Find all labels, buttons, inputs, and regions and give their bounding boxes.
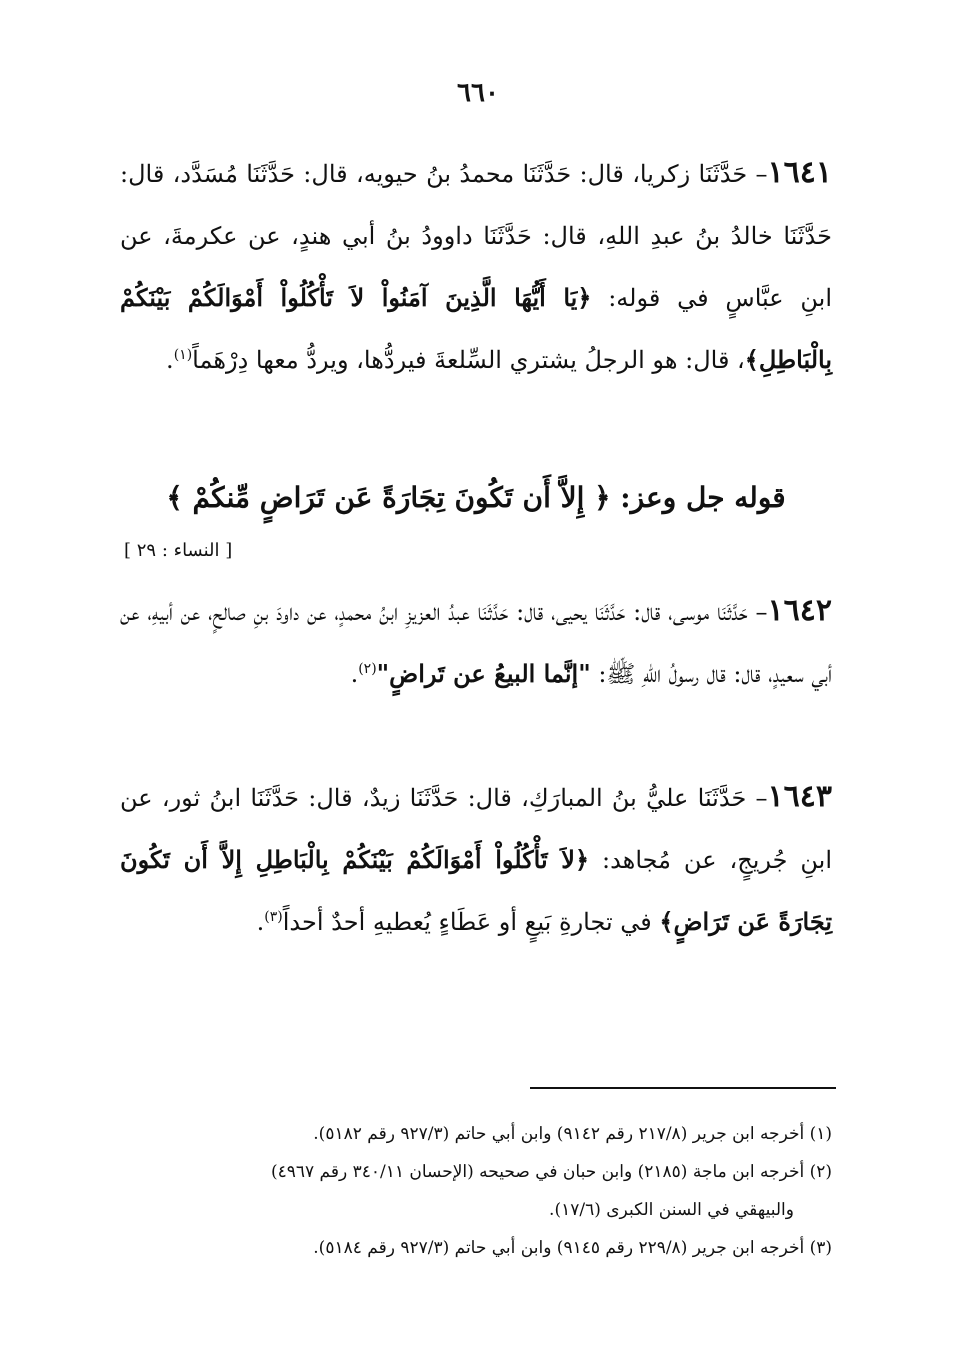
hadith-text: – حَدَّثَنَا عليُّ بنُ المبارَكِ، قال: حَدَّثَنَا زيدٌ، قال: حَدَّثَنَا ابنُ ثور، عن ابنِ جُريجٍ، عن مُجاهد: (120, 784, 832, 874)
section-heading (120, 470, 832, 526)
footnote-3: (٣) أخرجه ابن جرير (٢٢٩/٨ رقم ٩١٤٥) وابن أبي حاتم (٩٢٧/٣ رقم ٥١٨٤). (313, 1238, 832, 1258)
hadith-text: – حَدَّثَنَا زكريا، قال: حَدَّثَنَا محمدُ بنُ حيويه، قال: حَدَّثَنَا مُسَدَّد، قال: حَدَّثَنَا خالدُ بنُ عبدِ اللهِ، قال: حَدَّثَنَا داوودُ بنُ أبي هندٍ، عن عكرمةَ، عن ابنِ عبَّاسٍ في قوله: (120, 160, 832, 312)
footnote-1: (١) أخرجه ابن جرير (٢١٧/٨ رقم ٩١٤٢) وابن أبي حاتم (٩٢٧/٣ رقم ٥١٨٢). (313, 1124, 832, 1144)
prophetic-quote: "إنَّما البيعُ عن تَراضٍ" (376, 659, 591, 688)
heading-label: قوله جل وعز: (610, 481, 786, 514)
hadith-1641 (120, 142, 832, 391)
footnote-2: (٢) أخرجه ابن ماجة (٢١٨٥) وابن حبان في صحيحه (الإحسان ٣٤٠/١١ رقم ٤٩٦٧) (270, 1162, 832, 1182)
hadith-text: – حَدَّثَنَا موسى، قال: حَدَّثَنَا يحيى، قال: حَدَّثَنَا عبدُ العزيزِ ابنُ محمدٍ، عن داودَ بنِ صالحٍ، عن أبيهِ، عن أبي سعيدٍ، قال: قال رسولُ اللهِ ﷺ: (120, 598, 832, 688)
quran-quote: ﴿لاَ تَأْكُلُواْ أَمْوَالَكُمْ بَيْنَكُمْ بِالْبَاطِلِ إِلاَّ أَن تَكُونَ تِجَارَةً عَن تَرَاضٍ﴾ (120, 845, 832, 936)
page-number: ٦٦٠ (457, 78, 499, 108)
footnote-ref-3[interactable]: (٣) (264, 909, 283, 925)
hadith-text-cont: في تجارةِ بَيعٍ أو عَطَاءٍ يُعطيهِ أحدٌ أحداً (282, 908, 660, 936)
sentence-end: . (166, 346, 174, 374)
hadith-text-cont: ، قال: هو الرجلُ يشتري السِّلعةَ فيردُّها، ويردُّ معها دِرْهَماً (192, 346, 745, 374)
sentence-end: . (350, 660, 359, 688)
surah-reference: [ النساء : ٢٩ ] (124, 540, 233, 561)
footnote-ref-2[interactable]: (٢) (358, 661, 377, 677)
quran-quote: ﴿يَا أَيُّهَا الَّذِينَ آمَنُواْ لاَ تَأْكُلُواْ أَمْوَالَكُمْ بَيْنَكُمْ بِالْبَاطِلِ﴾ (120, 283, 832, 374)
footnotes (120, 1115, 832, 1267)
hadith-number: ١٦٤٣ (767, 779, 832, 814)
hadith-1642 (120, 580, 832, 705)
hadith-number: ١٦٤٢ (767, 593, 832, 628)
hadith-number: ١٦٤١ (767, 155, 832, 190)
footnote-ref-1[interactable]: (١) (173, 347, 193, 363)
footnote-2-continuation: والبيهقي في السنن الكبرى (١٧/٦). (549, 1200, 794, 1220)
hadith-1643 (120, 766, 832, 953)
footnote-divider (530, 1087, 836, 1089)
sentence-end: . (256, 908, 265, 936)
heading-quran: ﴿ إِلاَّ أَن تَكُونَ تِجَارَةً عَن تَرَاضٍ مِّنكُمْ ﴾ (166, 481, 611, 514)
